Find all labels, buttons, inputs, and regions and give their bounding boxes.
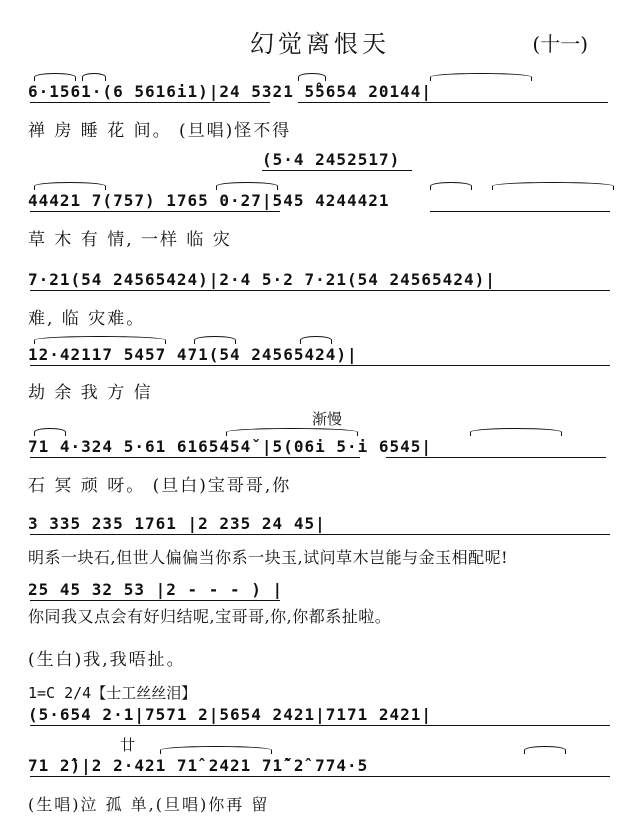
- score-title: 幻觉离恨天: [250, 30, 390, 58]
- key-signature: 1=C 2/4【士工丝丝泪】: [28, 684, 197, 702]
- notation-line-9: 71 2̂)|2 2·421 71̂ 2421 71̂ˇ2̂ 774·5: [28, 756, 369, 775]
- lyric-line-7: 你同我又点会有好归结呢,宝哥哥,你,你都系扯啦。: [28, 607, 392, 626]
- slur: [34, 73, 76, 81]
- beam: [30, 211, 280, 212]
- slur: [430, 182, 472, 190]
- slur: [160, 746, 272, 754]
- beam: [30, 290, 610, 291]
- slur: [226, 428, 358, 436]
- lyric-line-6: 明系一块石,但世人偏偏当你系一块玉,试问草木岂能与金玉相配呢!: [28, 548, 509, 567]
- tempo-marking: 渐慢: [312, 410, 343, 428]
- beam: [30, 600, 280, 601]
- lyric-line-4: 劫 余 我 方 信: [28, 383, 153, 403]
- lyric-line-1: 禅 房 睡 花 间。 (旦唱)怪不得: [28, 121, 292, 141]
- notation-line-6: 3 335 235 1761 |2 235 24 45|: [28, 514, 326, 533]
- inserted-notation: (5·4 2452517): [262, 150, 401, 169]
- notation-line-2: 44421 7(757) 1765 0·27|545 4244421: [28, 191, 390, 210]
- slur: [216, 182, 278, 190]
- lyric-line-2: 草 木 有 情, 一样 临 灾: [28, 230, 232, 250]
- beam: [386, 457, 606, 458]
- rubato-mark: 廿: [120, 736, 136, 754]
- slur: [300, 336, 332, 344]
- slur: [34, 428, 66, 436]
- beam: [30, 534, 610, 535]
- beam: [298, 102, 608, 103]
- slur: [298, 73, 326, 81]
- lyric-line-5: 石 冥 顽 呀。 (旦白)宝哥哥,你: [28, 476, 292, 496]
- spoken-line: (生白)我,我唔扯。: [28, 650, 186, 670]
- notation-line-5: 71 4·324 5·61 6165454ˇ|5(06i 5·i 6545|: [28, 437, 433, 456]
- beam: [30, 725, 610, 726]
- slur: [82, 73, 106, 81]
- beam: [30, 102, 270, 103]
- slur: [470, 428, 562, 436]
- beam: [262, 170, 412, 171]
- notation-line-4: 12·42117 5457 471(54 24565424)|: [28, 345, 358, 364]
- beam: [30, 457, 360, 458]
- slur: [34, 336, 166, 344]
- notation-line-7: 25 45 32 53 |2 - - - ) |: [28, 580, 284, 599]
- beam: [430, 211, 610, 212]
- lyric-line-9: (生唱)泣 孤 单,(旦唱)你再 留: [28, 795, 270, 814]
- slur: [492, 182, 614, 190]
- lyric-line-3: 难, 临 灾难。: [28, 309, 146, 329]
- beam: [30, 365, 610, 366]
- slur: [430, 73, 532, 81]
- slur: [194, 336, 236, 344]
- beam: [30, 776, 610, 777]
- notation-line-1: 6·1561·(6 5616i1)|24 5321 5̊5654 20144|: [28, 82, 433, 101]
- notation-line-3: 7·21(54 24565424)|2·4 5·2 7·21(54 24565424)|: [28, 270, 496, 289]
- slur: [34, 182, 106, 190]
- part-number: (十一): [532, 32, 588, 56]
- slur: [524, 746, 566, 754]
- notation-line-8: (5·654 2·1|7571 2|5654 2421|7171 2421|: [28, 705, 433, 724]
